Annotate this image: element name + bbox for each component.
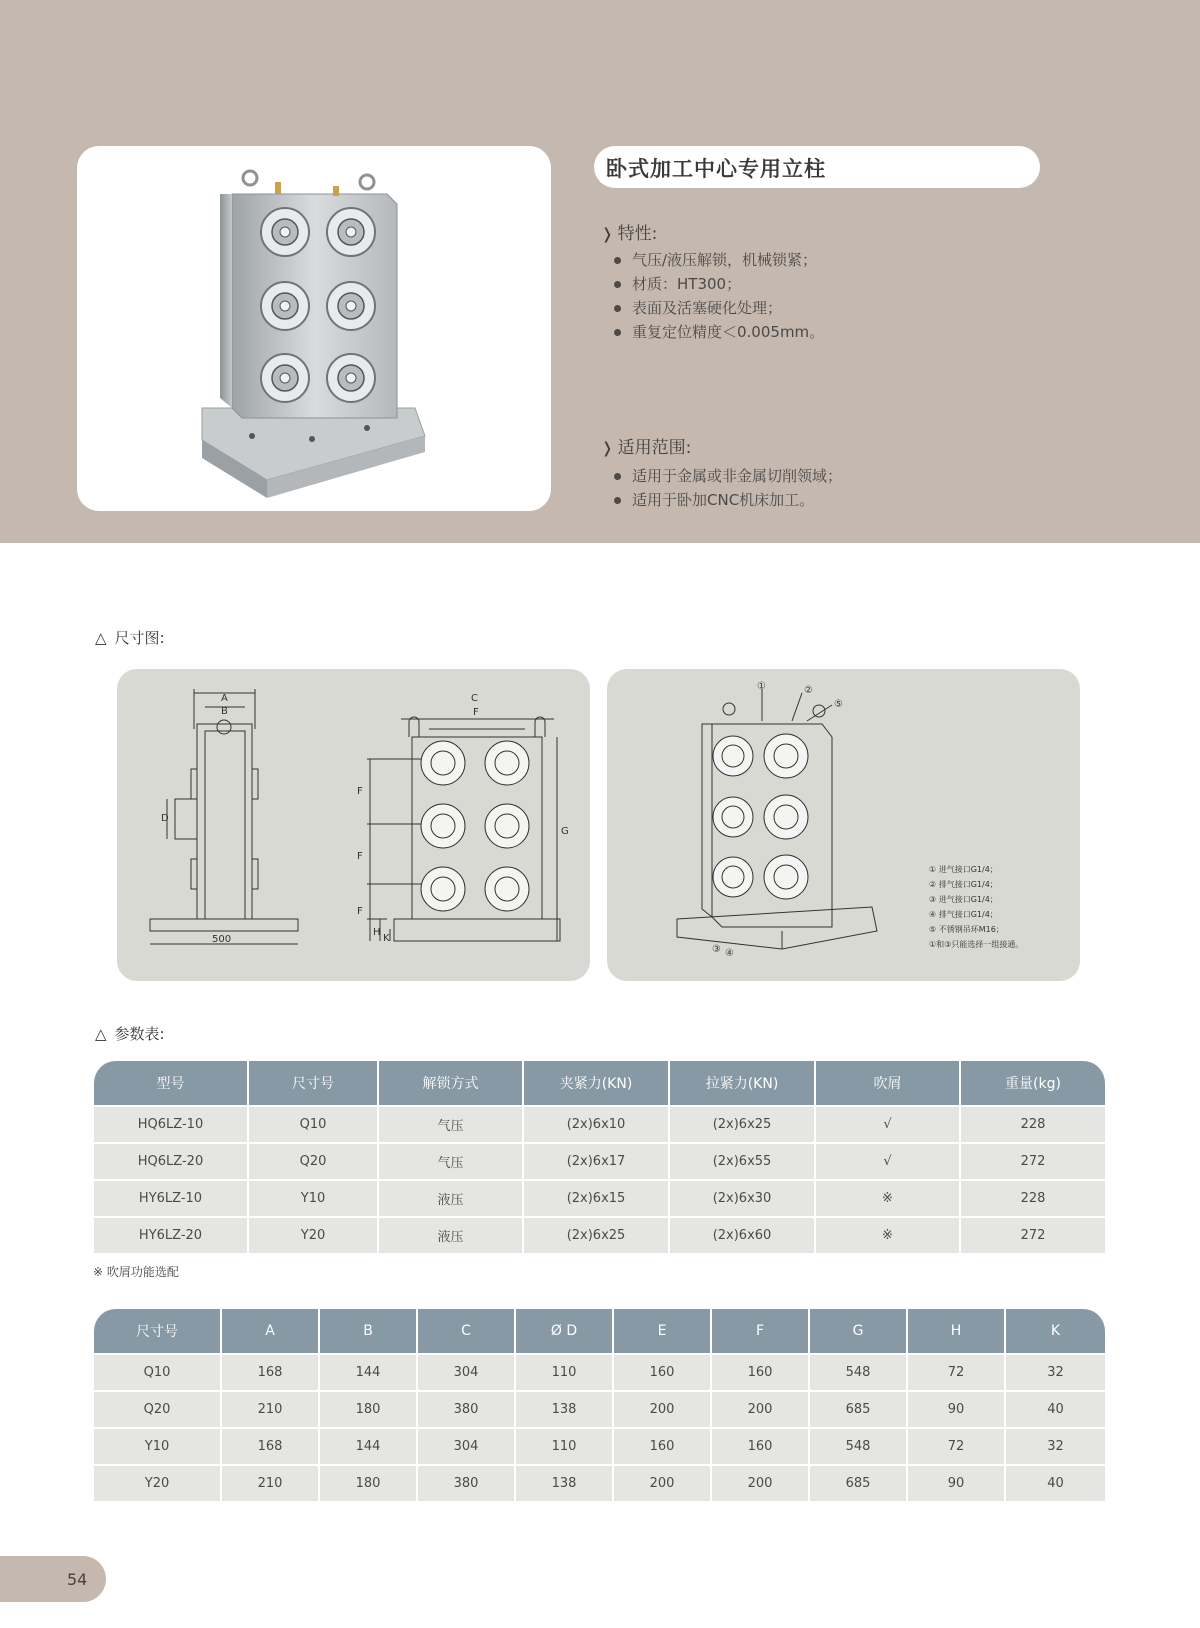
callout-3: ③	[712, 944, 721, 955]
dim-label-d: D	[161, 813, 169, 824]
bullet-icon	[614, 497, 621, 504]
dimension-drawing-card	[117, 669, 590, 981]
isometric-drawing	[607, 669, 1080, 981]
features-heading: ❭ 特性:	[601, 224, 658, 244]
footnote: ※ 吹屑功能选配	[93, 1265, 179, 1279]
table-row: HQ6LZ-20 Q20 气压 (2x)6x17 (2x)6x55 √ 272	[94, 1142, 1105, 1179]
dim-label-f2: F	[357, 851, 363, 862]
triangle-icon: △	[95, 1025, 107, 1043]
table-header: Ø D	[516, 1309, 614, 1353]
table-row: HQ6LZ-10 Q10 气压 (2x)6x10 (2x)6x25 √ 228	[94, 1105, 1105, 1142]
table-header: 尺寸号	[94, 1309, 222, 1353]
dim-label-k: K	[383, 933, 390, 944]
table-header: 拉紧力(KN)	[670, 1061, 816, 1105]
svg-text:①和③只能选择一组接通。: ①和③只能选择一组接通。	[929, 940, 1024, 949]
dim-label-g: G	[561, 826, 569, 837]
dim-label-f-top: F	[473, 707, 479, 718]
table-header: 尺寸号	[249, 1061, 379, 1105]
table-header: 解锁方式	[379, 1061, 524, 1105]
table-row: Q10 168 144 304 110 160 160 548 72 32	[94, 1353, 1105, 1390]
table-header: B	[320, 1309, 418, 1353]
list-item: 适用于金属或非金属切削领域；	[610, 464, 842, 488]
callout-2: ②	[804, 685, 813, 696]
dim-label-500: 500	[212, 934, 232, 945]
callout-1: ①	[757, 681, 766, 692]
table-header: K	[1006, 1309, 1105, 1353]
table-header: H	[908, 1309, 1006, 1353]
callout-5: ⑤	[834, 699, 843, 710]
callout-4: ④	[725, 948, 734, 959]
chevron-right-icon: ❭	[601, 439, 614, 457]
table-header: E	[614, 1309, 712, 1353]
triangle-icon: △	[95, 629, 107, 647]
dim-label-b: B	[221, 706, 228, 717]
table-header-row	[94, 1309, 1105, 1353]
bullet-icon	[614, 257, 621, 264]
list-item: 重复定位精度＜0.005mm。	[610, 320, 824, 344]
table-header: 型号	[94, 1061, 249, 1105]
dim-label-c: C	[471, 693, 478, 704]
dimension-drawing	[117, 669, 590, 981]
page-number: 54	[67, 1570, 88, 1589]
list-item: 材质：HT300；	[610, 272, 824, 296]
bullet-icon	[614, 473, 621, 480]
table-header: 夹紧力(KN)	[524, 1061, 670, 1105]
features-list	[610, 248, 824, 344]
bullet-icon	[614, 329, 621, 336]
title-pill	[594, 146, 1040, 188]
dim-label-f3: F	[357, 906, 363, 917]
svg-text:④ 排气接口G1/4；: ④ 排气接口G1/4；	[929, 910, 998, 919]
svg-text:⑤ 不锈钢吊环M16；: ⑤ 不锈钢吊环M16；	[929, 925, 1004, 934]
product-illustration	[77, 146, 551, 511]
params-heading: △ 参数表:	[95, 1025, 165, 1043]
svg-text:③ 进气接口G1/4；: ③ 进气接口G1/4；	[929, 895, 998, 904]
page-number-tab	[0, 1556, 106, 1602]
list-item: 气压/液压解锁，机械锁紧；	[610, 248, 824, 272]
table-header: F	[712, 1309, 810, 1353]
dim-label-h: H	[373, 927, 381, 938]
table-row: Y20 210 180 380 138 200 200 685 90 40	[94, 1464, 1105, 1501]
table-header-row	[94, 1061, 1105, 1105]
chevron-right-icon: ❭	[601, 225, 614, 243]
bullet-icon	[614, 305, 621, 312]
svg-text:① 进气接口G1/4；: ① 进气接口G1/4；	[929, 865, 998, 874]
list-item: 适用于卧加CNC机床加工。	[610, 488, 842, 512]
table-header: A	[222, 1309, 320, 1353]
scope-heading: ❭ 适用范围:	[601, 438, 692, 458]
table-row: HY6LZ-10 Y10 液压 (2x)6x15 (2x)6x30 ※ 228	[94, 1179, 1105, 1216]
svg-text:② 排气接口G1/4；: ② 排气接口G1/4；	[929, 880, 998, 889]
table-header: 吹屑	[816, 1061, 961, 1105]
dim-label-a: A	[221, 693, 228, 704]
page-title: 卧式加工中心专用立柱	[606, 157, 826, 181]
product-photo	[77, 146, 551, 511]
dimensions-heading: △ 尺寸图:	[95, 629, 165, 647]
dim-label-f1: F	[357, 786, 363, 797]
model-spec-table	[94, 1061, 1105, 1253]
table-row: Y10 168 144 304 110 160 160 548 72 32	[94, 1427, 1105, 1464]
table-header: 重量(kg)	[961, 1061, 1105, 1105]
table-header: C	[418, 1309, 516, 1353]
isometric-drawing-card	[607, 669, 1080, 981]
scope-list	[610, 464, 842, 512]
table-row: Q20 210 180 380 138 200 200 685 90 40	[94, 1390, 1105, 1427]
dimension-spec-table	[94, 1309, 1105, 1501]
list-item: 表面及活塞硬化处理；	[610, 296, 824, 320]
drawing-legend	[929, 864, 1023, 949]
bullet-icon	[614, 281, 621, 288]
table-header: G	[810, 1309, 908, 1353]
table-row: HY6LZ-20 Y20 液压 (2x)6x25 (2x)6x60 ※ 272	[94, 1216, 1105, 1253]
